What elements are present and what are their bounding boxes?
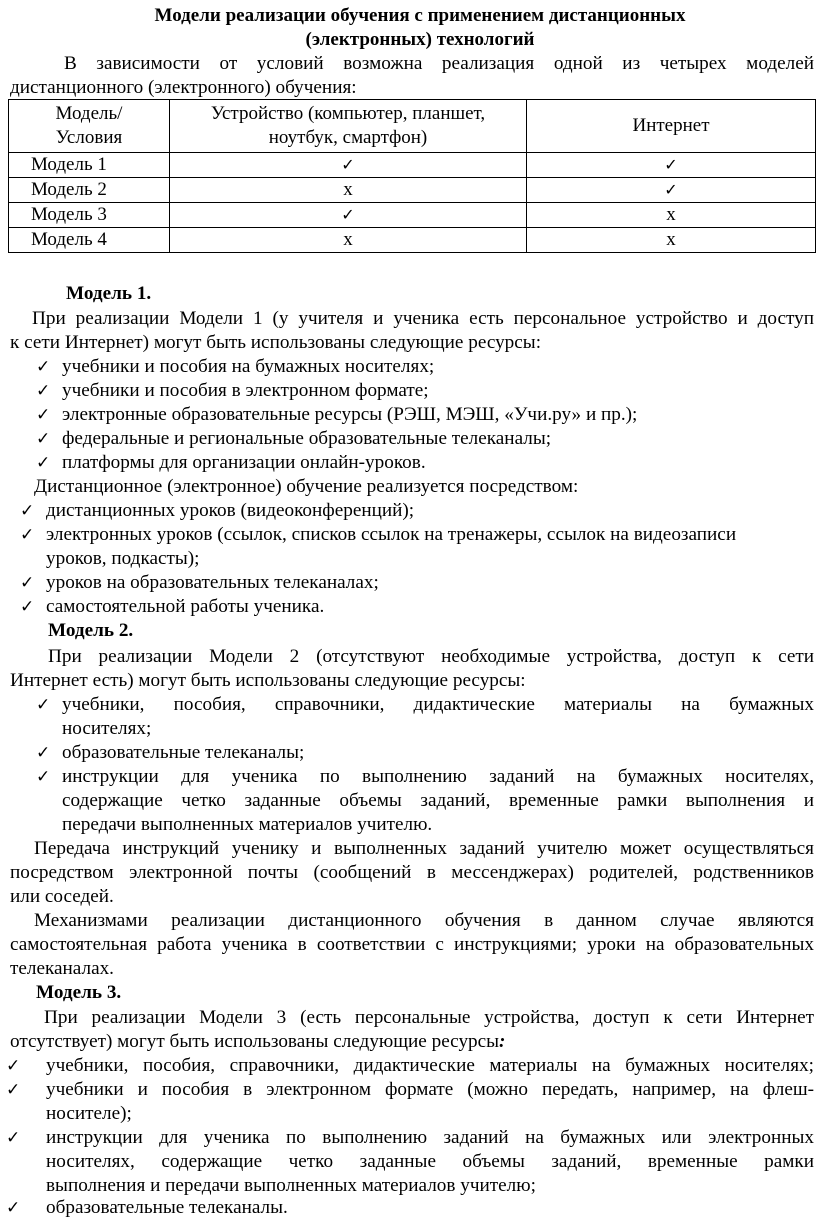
check-icon: ✓ [6,1128,21,1148]
list-item [36,451,426,475]
intro-line-1: В зависимости от условий возможна реализация одной из четырех моделей [64,53,814,74]
list-item-text: учебники и пособия на бумажных носителях; [62,356,435,377]
check-icon: ✓ [20,525,35,545]
list-item-text: электронных уроков (ссылок, списков ссылок на тренажеры, ссылок на видеозаписи [46,524,737,545]
row-model: Модель 2 [9,178,170,203]
list-item [36,355,434,379]
check-icon: ✓ [20,501,35,521]
list-item-text: образовательные телеканалы. [46,1197,288,1218]
row-device: х [170,178,527,203]
check-icon: ✓ [36,381,51,401]
check-icon: ✓ [36,405,51,425]
list-item [20,595,324,619]
model-2-para-2-line-1: Передача инструкций ученику и выполненных заданий учителю может осуществляться [34,838,814,859]
row-internet: х [527,203,816,228]
check-icon: ✓ [36,767,51,787]
list-item-continuation: выполнения и передачи выполненных материалов учителю; [46,1175,536,1196]
row-model: Модель 3 [9,203,170,228]
model-2-para-line-2: Интернет есть) могут быть использованы следующие ресурсы: [10,670,526,691]
table-row [9,178,816,203]
check-icon: ✓ [36,453,51,473]
model-2-para-3-line-2: самостоятельная работа ученика в соответствии с инструкциями; уроки на образовательных [10,934,814,955]
list-item-text: учебники, пособия, справочники, дидактические материалы на бумажных носителях; [46,1055,814,1076]
list-item [6,1078,26,1102]
row-internet: х [527,228,816,253]
check-icon: ✓ [6,1080,21,1100]
model-3-para-line-2 [10,1030,814,1054]
list-item [36,765,56,789]
check-icon: ✓ [36,357,51,377]
list-item [6,1196,26,1220]
document-title-line-2: (электронных) технологий [305,29,535,50]
header-internet: Интернет [527,100,816,153]
list-item [6,1054,26,1078]
model-2-para-2-line-3: или соседей. [10,886,114,907]
check-icon: ✓ [20,573,35,593]
list-item-text: электронные образовательные ресурсы (РЭШ, МЭШ, «Учи.ру» и пр.); [62,404,638,425]
row-device: ✓ [170,203,527,228]
list-item-text: учебники, пособия, справочники, дидактические материалы на бумажных [62,694,814,715]
list-item-continuation: передачи выполненных материалов учителю. [62,814,433,835]
check-icon: ✓ [20,597,35,617]
list-item-text: уроков на образовательных телеканалах; [46,572,379,593]
header-device: Устройство (компьютер, планшет, ноутбук, смартфон) [170,100,527,153]
list-item [36,693,56,717]
row-device: х [170,228,527,253]
row-model: Модель 4 [9,228,170,253]
list-item [36,403,637,427]
document-title-line-1: Модели реализации обучения с применением дистанционных [154,5,686,26]
intro-line-2: дистанционного (электронного) обучения: [10,77,357,98]
list-item [20,571,379,595]
model-2-para-3-line-1: Механизмами реализации дистанционного обучения в данном случае являются [34,910,814,931]
list-item-text: самостоятельной работы ученика. [46,596,325,617]
list-item [20,523,736,547]
model-2-para-3-line-3: телеканалах. [10,958,114,979]
check-icon: ✓ [36,695,51,715]
model-1-para-line-1: При реализации Модели 1 (у учителя и ученика есть персональное устройство и доступ [32,308,814,329]
list-item-continuation: носителе); [46,1103,132,1124]
list-item-continuation: содержащие четко заданные объемы заданий, временные рамки выполнения и [62,790,814,811]
row-model: Модель 1 [9,153,170,178]
table-row [9,228,816,253]
check-icon: ✓ [6,1198,21,1218]
list-item-text: инструкции для ученика по выполнению заданий на бумажных носителях, [62,766,814,787]
model-2-para-2-line-2: посредством электронной почты (сообщений в мессенджерах) родителей, родственников [10,862,814,883]
list-item [20,499,414,523]
list-item-continuation: носителях; [62,718,152,739]
header-model-conditions: Модель/ Условия [9,100,170,153]
list-item-text: дистанционных уроков (видеоконференций); [46,500,415,521]
list-item-text: федеральные и региональные образовательные телеканалы; [62,428,552,449]
model-1-means-intro: Дистанционное (электронное) обучение реализуется посредством: [34,476,579,497]
list-item-text: учебники и пособия в электронном формате; [62,380,429,401]
check-icon: ✓ [36,743,51,763]
check-icon: ✓ [36,429,51,449]
list-item [36,379,429,403]
list-item [36,427,551,451]
model-3-para-line-2-text: отсутствует) могут быть использованы следующие ресурсы [10,1031,500,1052]
row-internet: ✓ [527,153,816,178]
table-row [9,203,816,228]
list-item-text: образовательные телеканалы; [62,742,305,763]
check-icon: ✓ [6,1056,21,1076]
model-1-para-line-2: к сети Интернет) могут быть использованы следующие ресурсы: [10,332,542,353]
list-item-text: учебники и пособия в электронном формате (можно передать, например, на флеш- [46,1079,814,1100]
table-row [9,153,816,178]
list-item-text: платформы для организации онлайн-уроков. [62,452,426,473]
row-device: ✓ [170,153,527,178]
model-1-heading: Модель 1. [66,283,152,304]
model-2-heading: Модель 2. [48,620,134,641]
list-item-text: инструкции для ученика по выполнению заданий на бумажных или электронных [46,1127,814,1148]
model-3-heading: Модель 3. [36,982,122,1003]
list-item-continuation: уроков, подкасты); [46,548,200,569]
list-item-continuation: носителях, содержащие четко заданные объемы заданий, временные рамки [46,1151,814,1172]
models-table [8,99,816,253]
model-3-para-colon: : [499,1031,506,1052]
row-internet: ✓ [527,178,816,203]
model-3-para-line-1: При реализации Модели 3 (есть персональные устройства, доступ к сети Интернет [44,1007,814,1028]
list-item [6,1126,26,1150]
model-2-para-line-1: При реализации Модели 2 (отсутствуют необходимые устройства, доступ к сети [48,646,814,667]
list-item [36,741,304,765]
table-header-row [9,100,816,153]
